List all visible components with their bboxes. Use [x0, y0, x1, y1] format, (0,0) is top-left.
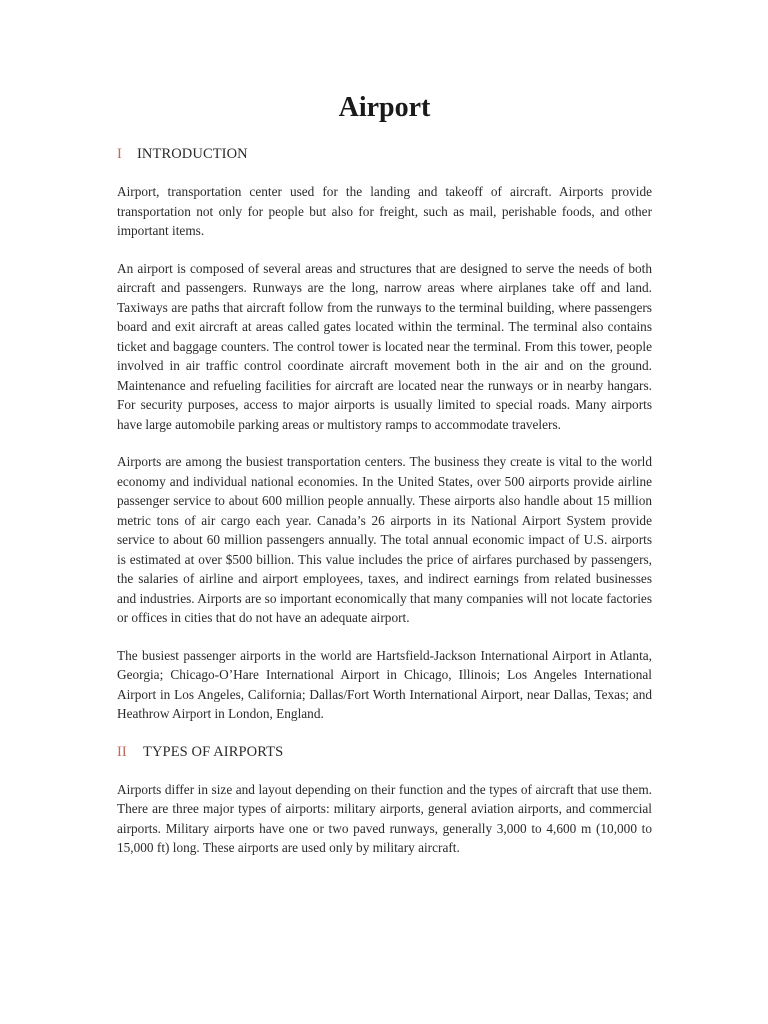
section-number: I	[117, 146, 122, 162]
section-heading-introduction	[117, 144, 652, 164]
section-heading-text: INTRODUCTION	[137, 146, 248, 162]
paragraph: Airport, transportation center used for the landing and takeoff of aircraft. Airports provide transportation not only for people but also for freight, such as mail, perishable foods, and other important items.	[117, 184, 652, 238]
paragraph: An airport is composed of several areas and structures that are designed to serve the needs of both aircraft and passengers. Runways are the long, narrow areas where airplanes take off and land. Taxiways are paths that aircraft follow from the runways to the terminal building, where passengers board and exit aircraft at areas called gates located within the terminal. The terminal also contains ticket and baggage counters. The control tower is located near the terminal. From this tower, people involved in air traffic control coordinate aircraft movement both in the air and on the ground. Maintenance and refueling facilities for aircraft are located near the runways or in nearby hangars. For security purposes, access to major airports is usually limited to special roads. Many airports have large automobile parking areas or multistory ramps to accommodate travelers.	[117, 260, 652, 432]
section-heading-text: TYPES OF AIRPORTS	[143, 743, 284, 760]
paragraph: Airports differ in size and layout depending on their function and the types of aircraft that use them. There are three major types of airports: military airports, general aviation airports, and commercial airports. Military airports have one or two paved runways, generally 3,000 to 4,600 m (10,000 to 15,000 ft) long. These airports are used only by military aircraft.	[117, 781, 652, 855]
paragraph: Airports are among the busiest transportation centers. The business they create is vital to the world economy and individual national economies. In the United States, over 500 airports provide airline passenger service to about 600 million people annually. These airports also handle about 15 million metric tons of air cargo each year. Canada’s 26 airports in its National Airport System provide service to about 60 million passengers annually. The total annual economic impact of U.S. airports is estimated at over $500 billion. This value includes the price of airfares purchased by passengers, the salaries of airline and airport employees, taxes, and indirect earnings from related businesses and industries. Airports are so important economically that many companies will not locate factories or offices in cities that do not have an adequate airport.	[117, 454, 652, 625]
section-number: II	[117, 743, 127, 760]
document-title: Airport	[338, 92, 431, 123]
section-heading-types-of-airports	[117, 742, 652, 762]
paragraph: The busiest passenger airports in the world are Hartsfield-Jackson International Airport in Atlanta, Georgia; Chicago-O’Hare International Airport in Chicago, Illinois; Los Angeles International Airport in Los Angeles, California; Dallas/Fort Worth International Airport, near Dallas, Texas; and Heathrow Airport in London, England.	[117, 647, 652, 721]
document-page	[117, 88, 652, 876]
